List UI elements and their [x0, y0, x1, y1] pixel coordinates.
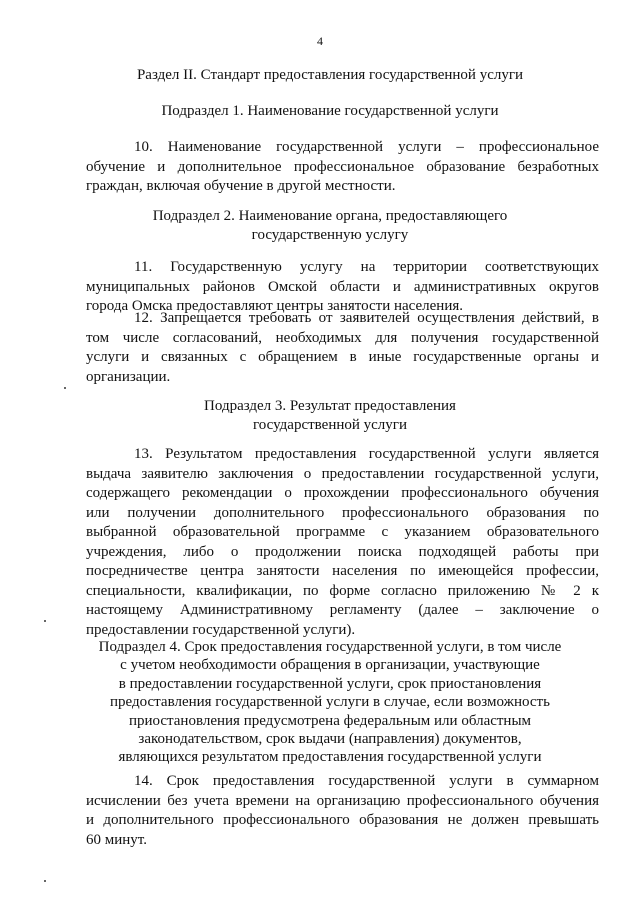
subsection-2-title-line: государственную услугу: [251, 227, 409, 243]
paragraph-13-line: выбранной образовательной программе с указанием образовательного: [86, 524, 599, 540]
paragraph-12: [86, 309, 599, 387]
paragraph-14-line: 14. Срок предоставления государственной услуги в суммарном: [134, 773, 599, 789]
subsection-3-title-line: государственной услуги: [253, 417, 407, 433]
paragraph-11-line: 11. Государственную услугу на территории соответствующих: [134, 259, 599, 275]
subsection-4-title-line: в предоставлении государственной услуги, срок приостановления: [118, 675, 542, 692]
paragraph-12-line: услуги и связанных с обращением в иные государственные органы и: [86, 349, 599, 365]
paragraph-10-line: граждан, включая обучение в другой местности.: [86, 178, 396, 194]
paragraph-13-line: специальности, квалификации, по форме согласно приложению № 2 к: [86, 582, 599, 599]
subsection-1-title: Подраздел 1. Наименование государственной услуги: [161, 103, 499, 119]
paragraph-12-line: том числе согласований, необходимых для получения государственной: [86, 329, 599, 346]
paragraph-13-line: 13. Результатом предоставления государственной услуги является: [134, 446, 599, 462]
paragraph-14: [86, 772, 599, 850]
paragraph-13: [86, 445, 599, 640]
paragraph-11-line: муниципальных районов Омской области и административных округов: [86, 278, 599, 295]
subsection-3-title: [60, 397, 600, 435]
paragraph-14-line: 60 минут.: [86, 831, 147, 848]
scan-speck: [64, 387, 66, 389]
subsection-4-title-line: законодательством, срок выдачи (направления) документов,: [138, 731, 522, 748]
subsection-4-title: [60, 638, 600, 767]
subsection-4-title-line: являющихся результатом предоставления государственной услуги: [118, 749, 542, 766]
subsection-3-title-line: Подраздел 3. Результат предоставления: [204, 398, 456, 414]
paragraph-12-line: организации.: [86, 368, 171, 385]
paragraph-10-line: обучение и дополнительное профессиональное образование безработных: [86, 158, 599, 175]
paragraph-14-line: исчислении без учета времени на организацию профессионального обучения: [86, 792, 599, 809]
paragraph-13-line: или получении дополнительного профессионального образования по: [86, 504, 599, 521]
paragraph-12-line: 12. Запрещается требовать от заявителей осуществления действий, в: [134, 310, 599, 326]
subsection-2-title-line: Подраздел 2. Наименование органа, предоставляющего: [152, 208, 508, 224]
paragraph-11-line: города Омска предоставляют центры занятости населения.: [86, 298, 464, 314]
page-number: 4: [317, 34, 323, 48]
subsection-4-title-line: Подраздел 4. Срок предоставления государственной услуги, в том числе: [98, 639, 562, 655]
section-title: Раздел II. Стандарт предоставления государственной услуги: [136, 67, 524, 83]
subsection-2-title: [60, 207, 600, 245]
paragraph-13-line: выдача заявителю заключения о предоставлении государственной услуги,: [86, 465, 599, 482]
paragraph-13-line: настоящему Административному регламенту (далее – заключение о: [86, 602, 599, 618]
paragraph-13-line: учреждения, либо о продолжении поиска подходящей работы при: [86, 543, 599, 560]
scan-speck: [44, 880, 46, 882]
paragraph-13-line: содержащего рекомендации о прохождении профессионального обучения: [86, 485, 599, 501]
subsection-4-title-line: предоставления государственной услуги в случае, если возможность: [110, 694, 550, 711]
paragraph-13-line: посредничестве центра занятости населения по имеющейся профессии,: [86, 563, 599, 579]
paragraph-14-line: и дополнительного профессионального образования не должен превышать: [86, 812, 599, 828]
subsection-4-title-line: приостановления предусмотрена федеральным или областным: [128, 712, 532, 729]
paragraph-11: [86, 258, 599, 317]
paragraph-10-line: 10. Наименование государственной услуги – профессиональное: [134, 139, 599, 155]
subsection-4-title-line: с учетом необходимости обращения в организации, участвующие: [120, 657, 540, 674]
paragraph-10: [86, 138, 599, 197]
scan-speck: [44, 620, 46, 622]
paragraph-13-line: предоставлении государственной услуги).: [86, 621, 356, 638]
